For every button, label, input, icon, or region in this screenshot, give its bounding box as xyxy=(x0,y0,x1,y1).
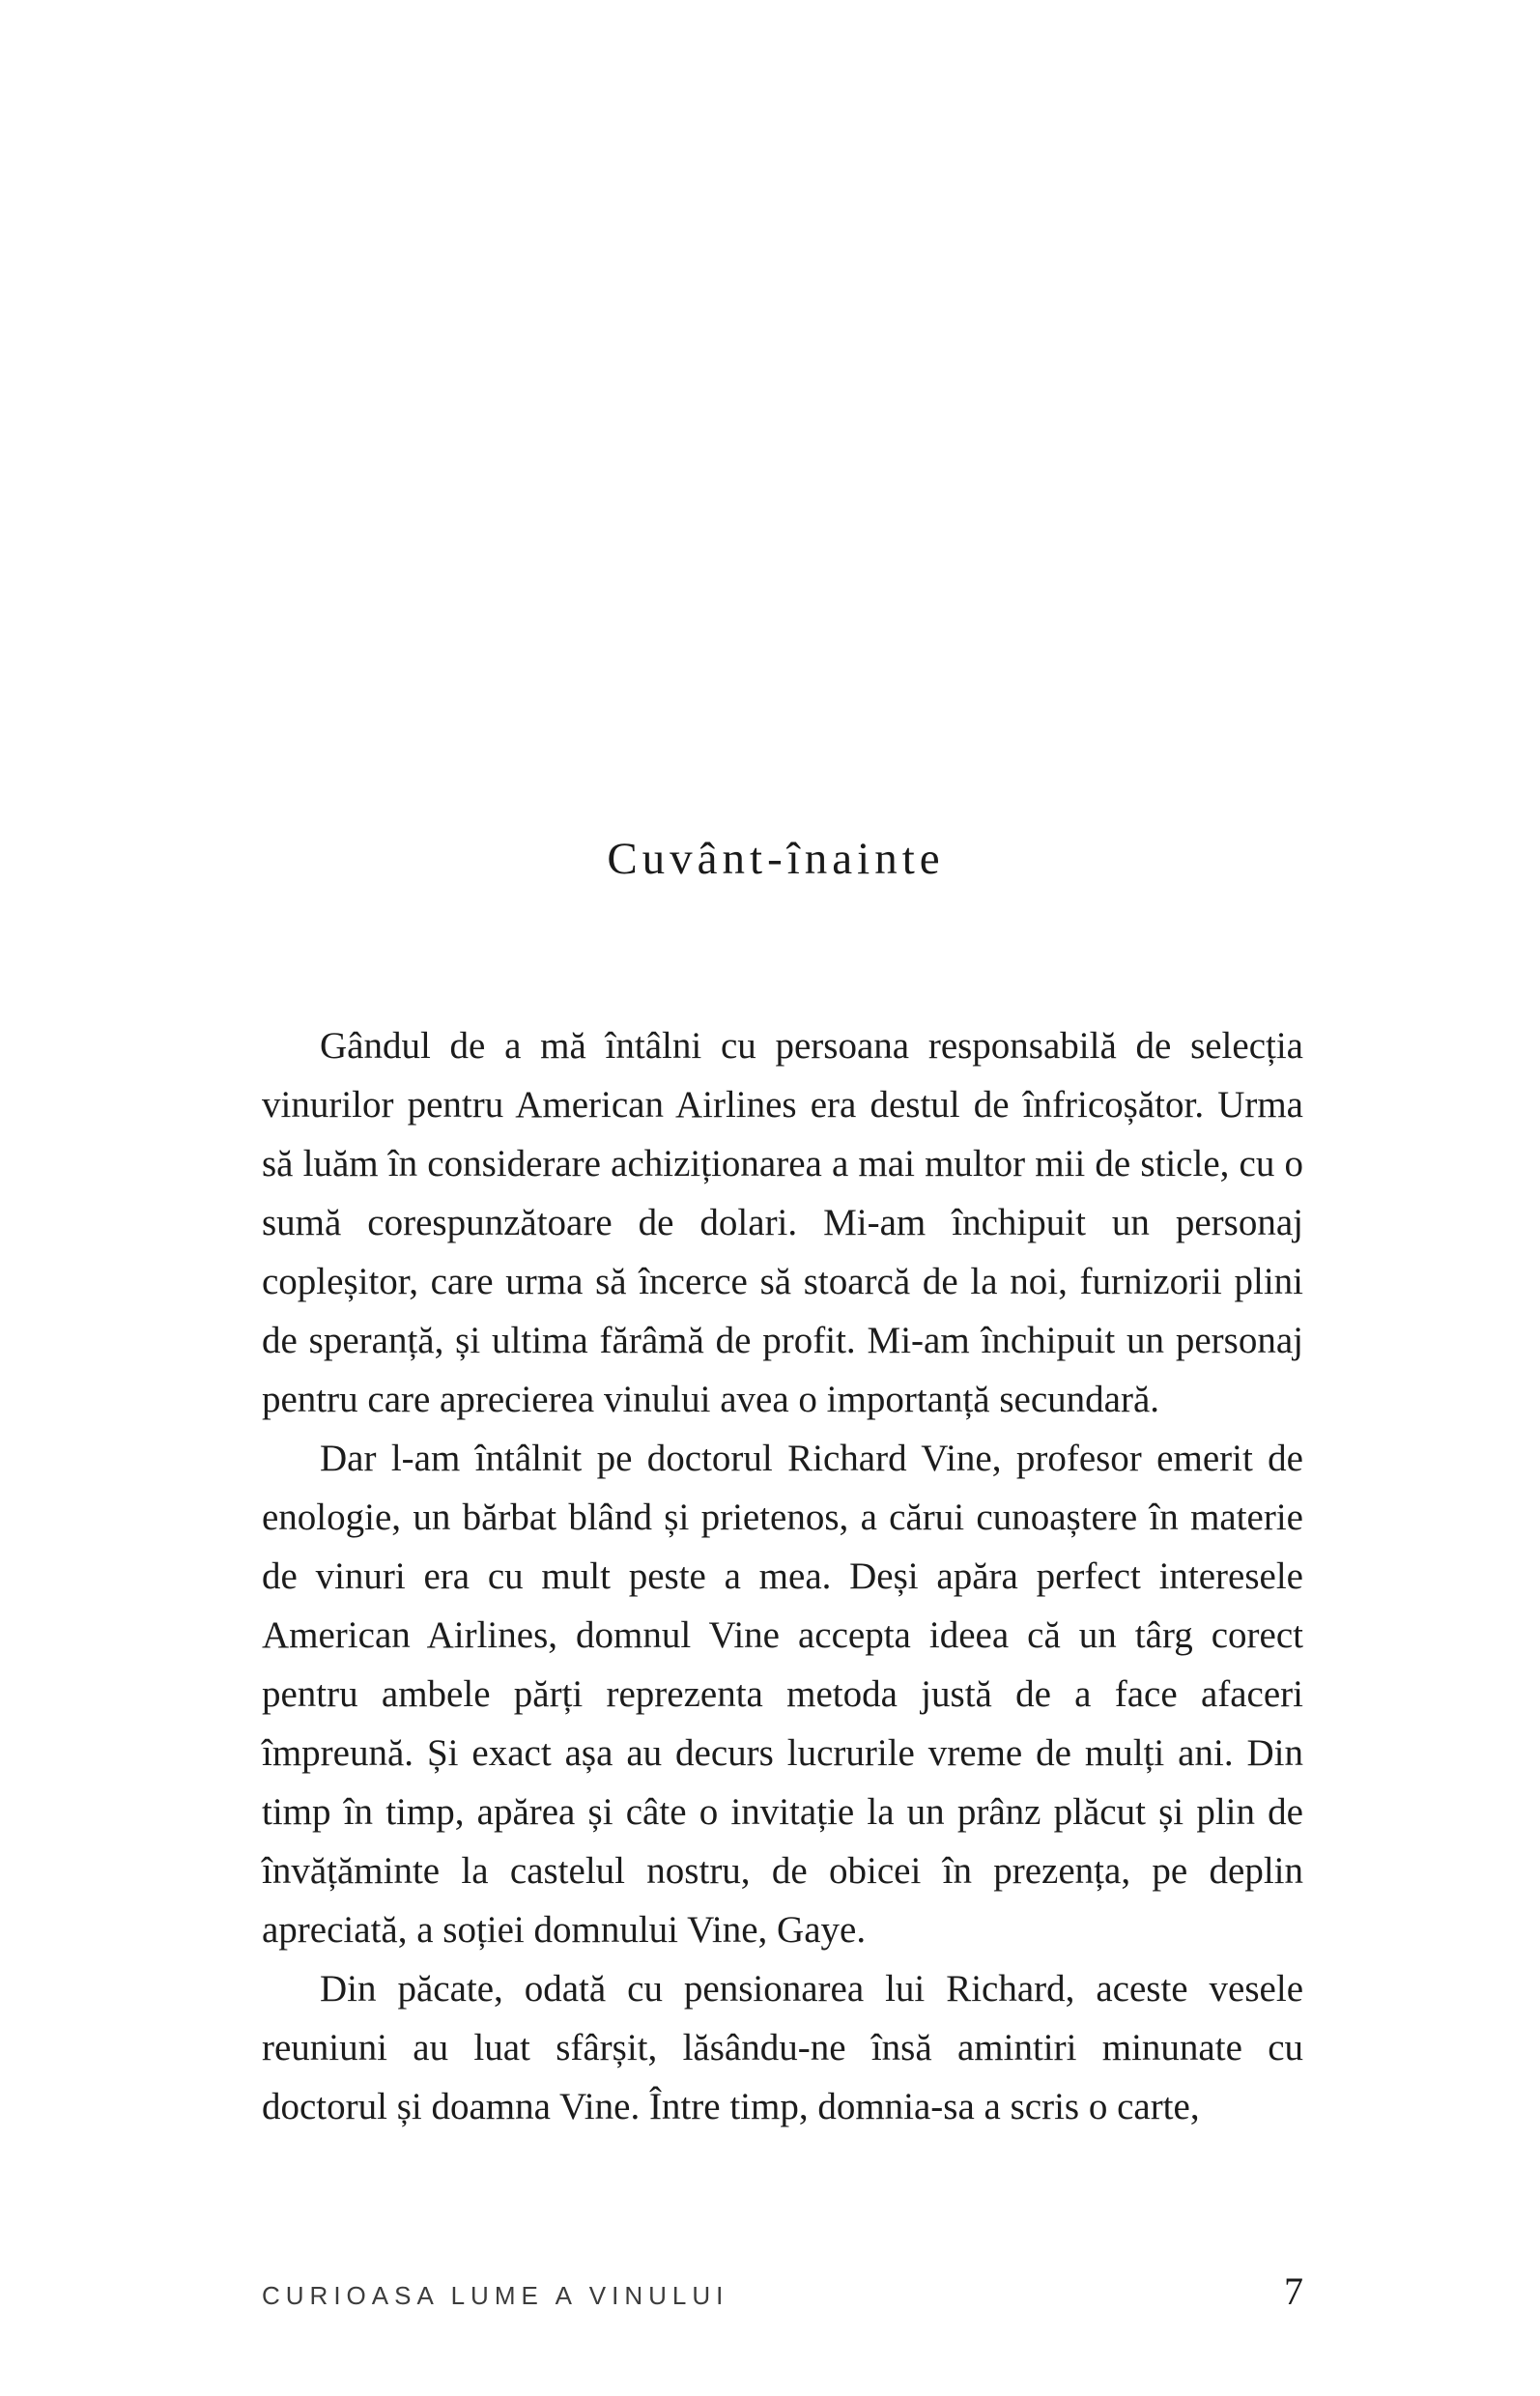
paragraph-2: Dar l-am întâlnit pe doctorul Richard Vine, profesor emerit de enologie, un bărbat blând și prietenos, a cărui cunoaștere în materie de vinuri era cu mult peste a mea. Deși apăra perfect interesele American Airlines, domnul Vine accepta ideea că un târg corect pentru ambele părți reprezenta metoda justă de a face afaceri împreună. Și exact așa au decurs lucrurile vreme de mulți ani. Din timp în timp, apărea și câte o invitație la un prânz plăcut și plin de învățăminte la castelul nostru, de obicei în prezența, pe deplin apreciată, a soției domnului Vine, Gaye. xyxy=(262,1438,1303,1951)
running-title: CURIOASA LUME A VINULUI xyxy=(262,2281,729,2310)
chapter-title: Cuvânt-înainte xyxy=(607,834,945,884)
body-text xyxy=(262,1016,1303,2136)
paragraph-1: Gândul de a mă întâlni cu persoana responsabilă de selecția vinurilor pentru American Airlines era destul de înfricoșător. Urma să luăm în considerare achiziționarea a mai multor mii de sticle, cu o sumă corespunzătoare de dolari. Mi-am închipuit un personaj copleșitor, care urma să încerce să stoarcă de la noi, furnizorii plini de speranță, și ultima fărâmă de profit. Mi-am închipuit un personaj pentru care aprecierea vinului avea o importanță secundară. xyxy=(262,1025,1303,1420)
page-number: 7 xyxy=(1284,2269,1303,2313)
paragraph-3: Din păcate, odată cu pensionarea lui Richard, aceste vesele reuniuni au luat sfârșit, lăsându-ne însă amintiri minunate cu doctorul și doamna Vine. Între timp, domnia-sa a scris o carte, xyxy=(262,1968,1303,2127)
page-footer xyxy=(262,2268,1303,2314)
